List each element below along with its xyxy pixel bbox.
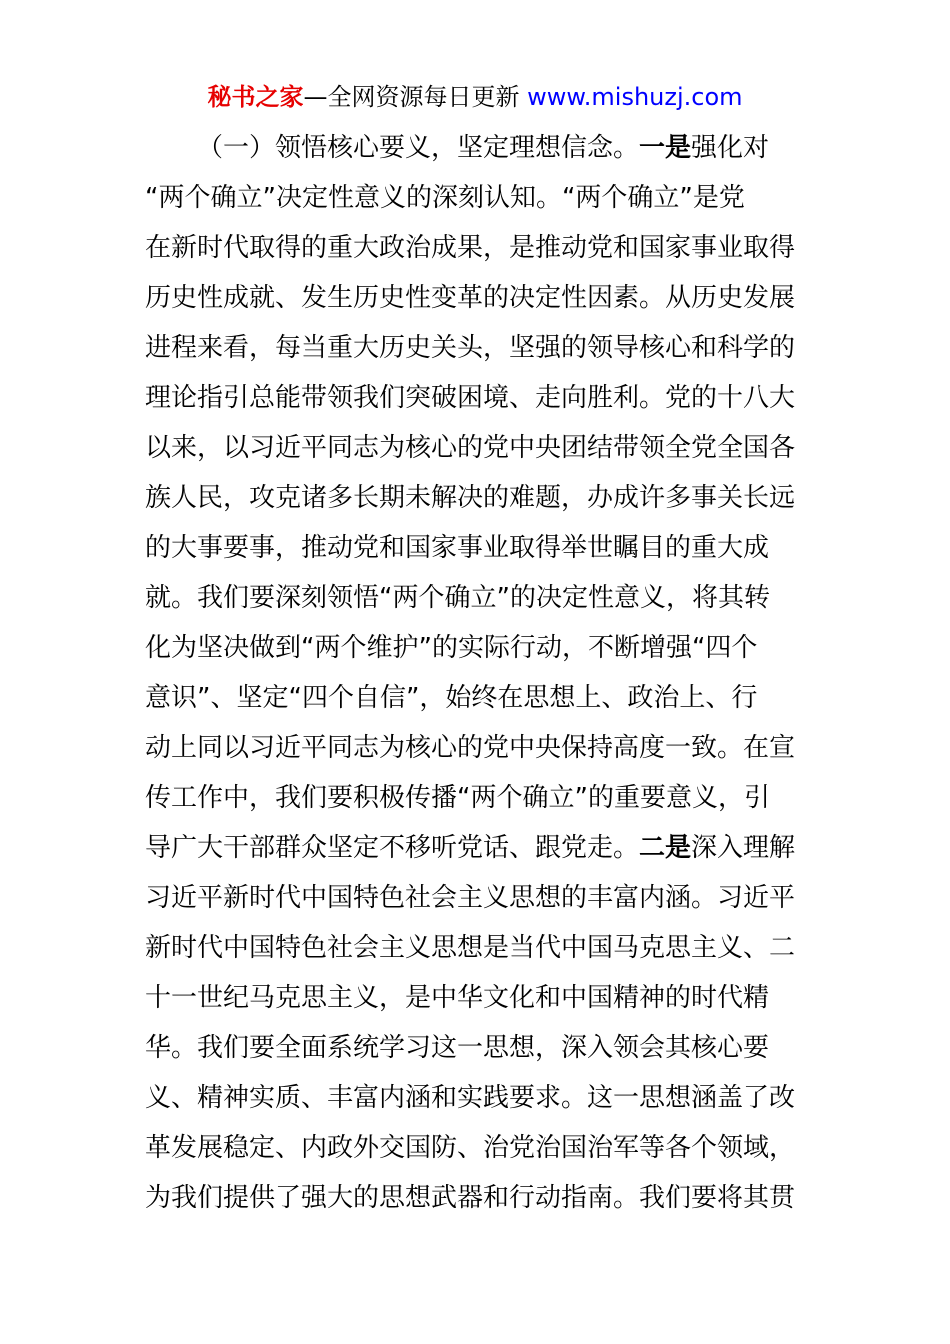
text-line: 在新时代取得的重大政治成果，是推动党和国家事业取得: [145, 233, 796, 263]
site-url-link[interactable]: www.mishuzj.com: [527, 83, 743, 111]
text-line: 导广大干部群众坚定不移听党话、跟党走。二是深入理解: [145, 833, 796, 863]
text-line: 华。我们要全面系统学习这一思想，深入领会其核心要: [145, 1033, 770, 1063]
site-tagline: —全网资源每日更新: [303, 83, 528, 111]
document-body: [145, 123, 815, 1223]
text-line: 十一世纪马克思主义，是中华文化和中国精神的时代精: [145, 983, 770, 1013]
bold-marker: 二是: [639, 833, 692, 863]
text-line: 历史性成就、发生历史性变革的决定性因素。从历史发展: [145, 283, 796, 313]
text-line: 为我们提供了强大的思想武器和行动指南。我们要将其贯: [145, 1183, 796, 1213]
text-line: 动上同以习近平同志为核心的党中央保持高度一致。在宣: [145, 733, 796, 763]
text-line: 革发展稳定、内政外交国防、治党治国治军等各个领域，: [145, 1133, 796, 1163]
text-line: 意识”、坚定“四个自信”，始终在思想上、政治上、行: [145, 683, 758, 713]
site-header: [0, 80, 950, 114]
text-line: 传工作中，我们要积极传播“两个确立”的重要意义，引: [145, 783, 770, 813]
brand-name: 秘书之家: [207, 83, 304, 111]
text-line: 就。我们要深刻领悟“两个确立”的决定性意义，将其转: [145, 583, 770, 613]
text-line: 习近平新时代中国特色社会主义思想的丰富内涵。习近平: [145, 883, 796, 913]
text-line: 义、精神实质、丰富内涵和实践要求。这一思想涵盖了改: [145, 1083, 796, 1113]
text-line: 的大事要事，推动党和国家事业取得举世瞩目的重大成: [145, 533, 770, 563]
text-line: 理论指引总能带领我们突破困境、走向胜利。党的十八大: [145, 383, 796, 413]
text-line: 新时代中国特色社会主义思想是当代中国马克思主义、二: [145, 933, 796, 963]
text-line: “两个确立”决定性意义的深刻认知。“两个确立”是党: [145, 183, 745, 213]
text-line: 族人民，攻克诸多长期未解决的难题，办成许多事关长远: [145, 483, 796, 513]
bold-marker: 一是: [639, 133, 692, 163]
text-line: 以来，以习近平同志为核心的党中央团结带领全党全国各: [145, 433, 796, 463]
text-line: 进程来看，每当重大历史关头，坚强的领导核心和科学的: [145, 333, 796, 363]
text-line: 化为坚决做到“两个维护”的实际行动，不断增强“四个: [145, 633, 758, 663]
text-line: （一）领悟核心要义，坚定理想信念。一是强化对: [197, 133, 770, 163]
